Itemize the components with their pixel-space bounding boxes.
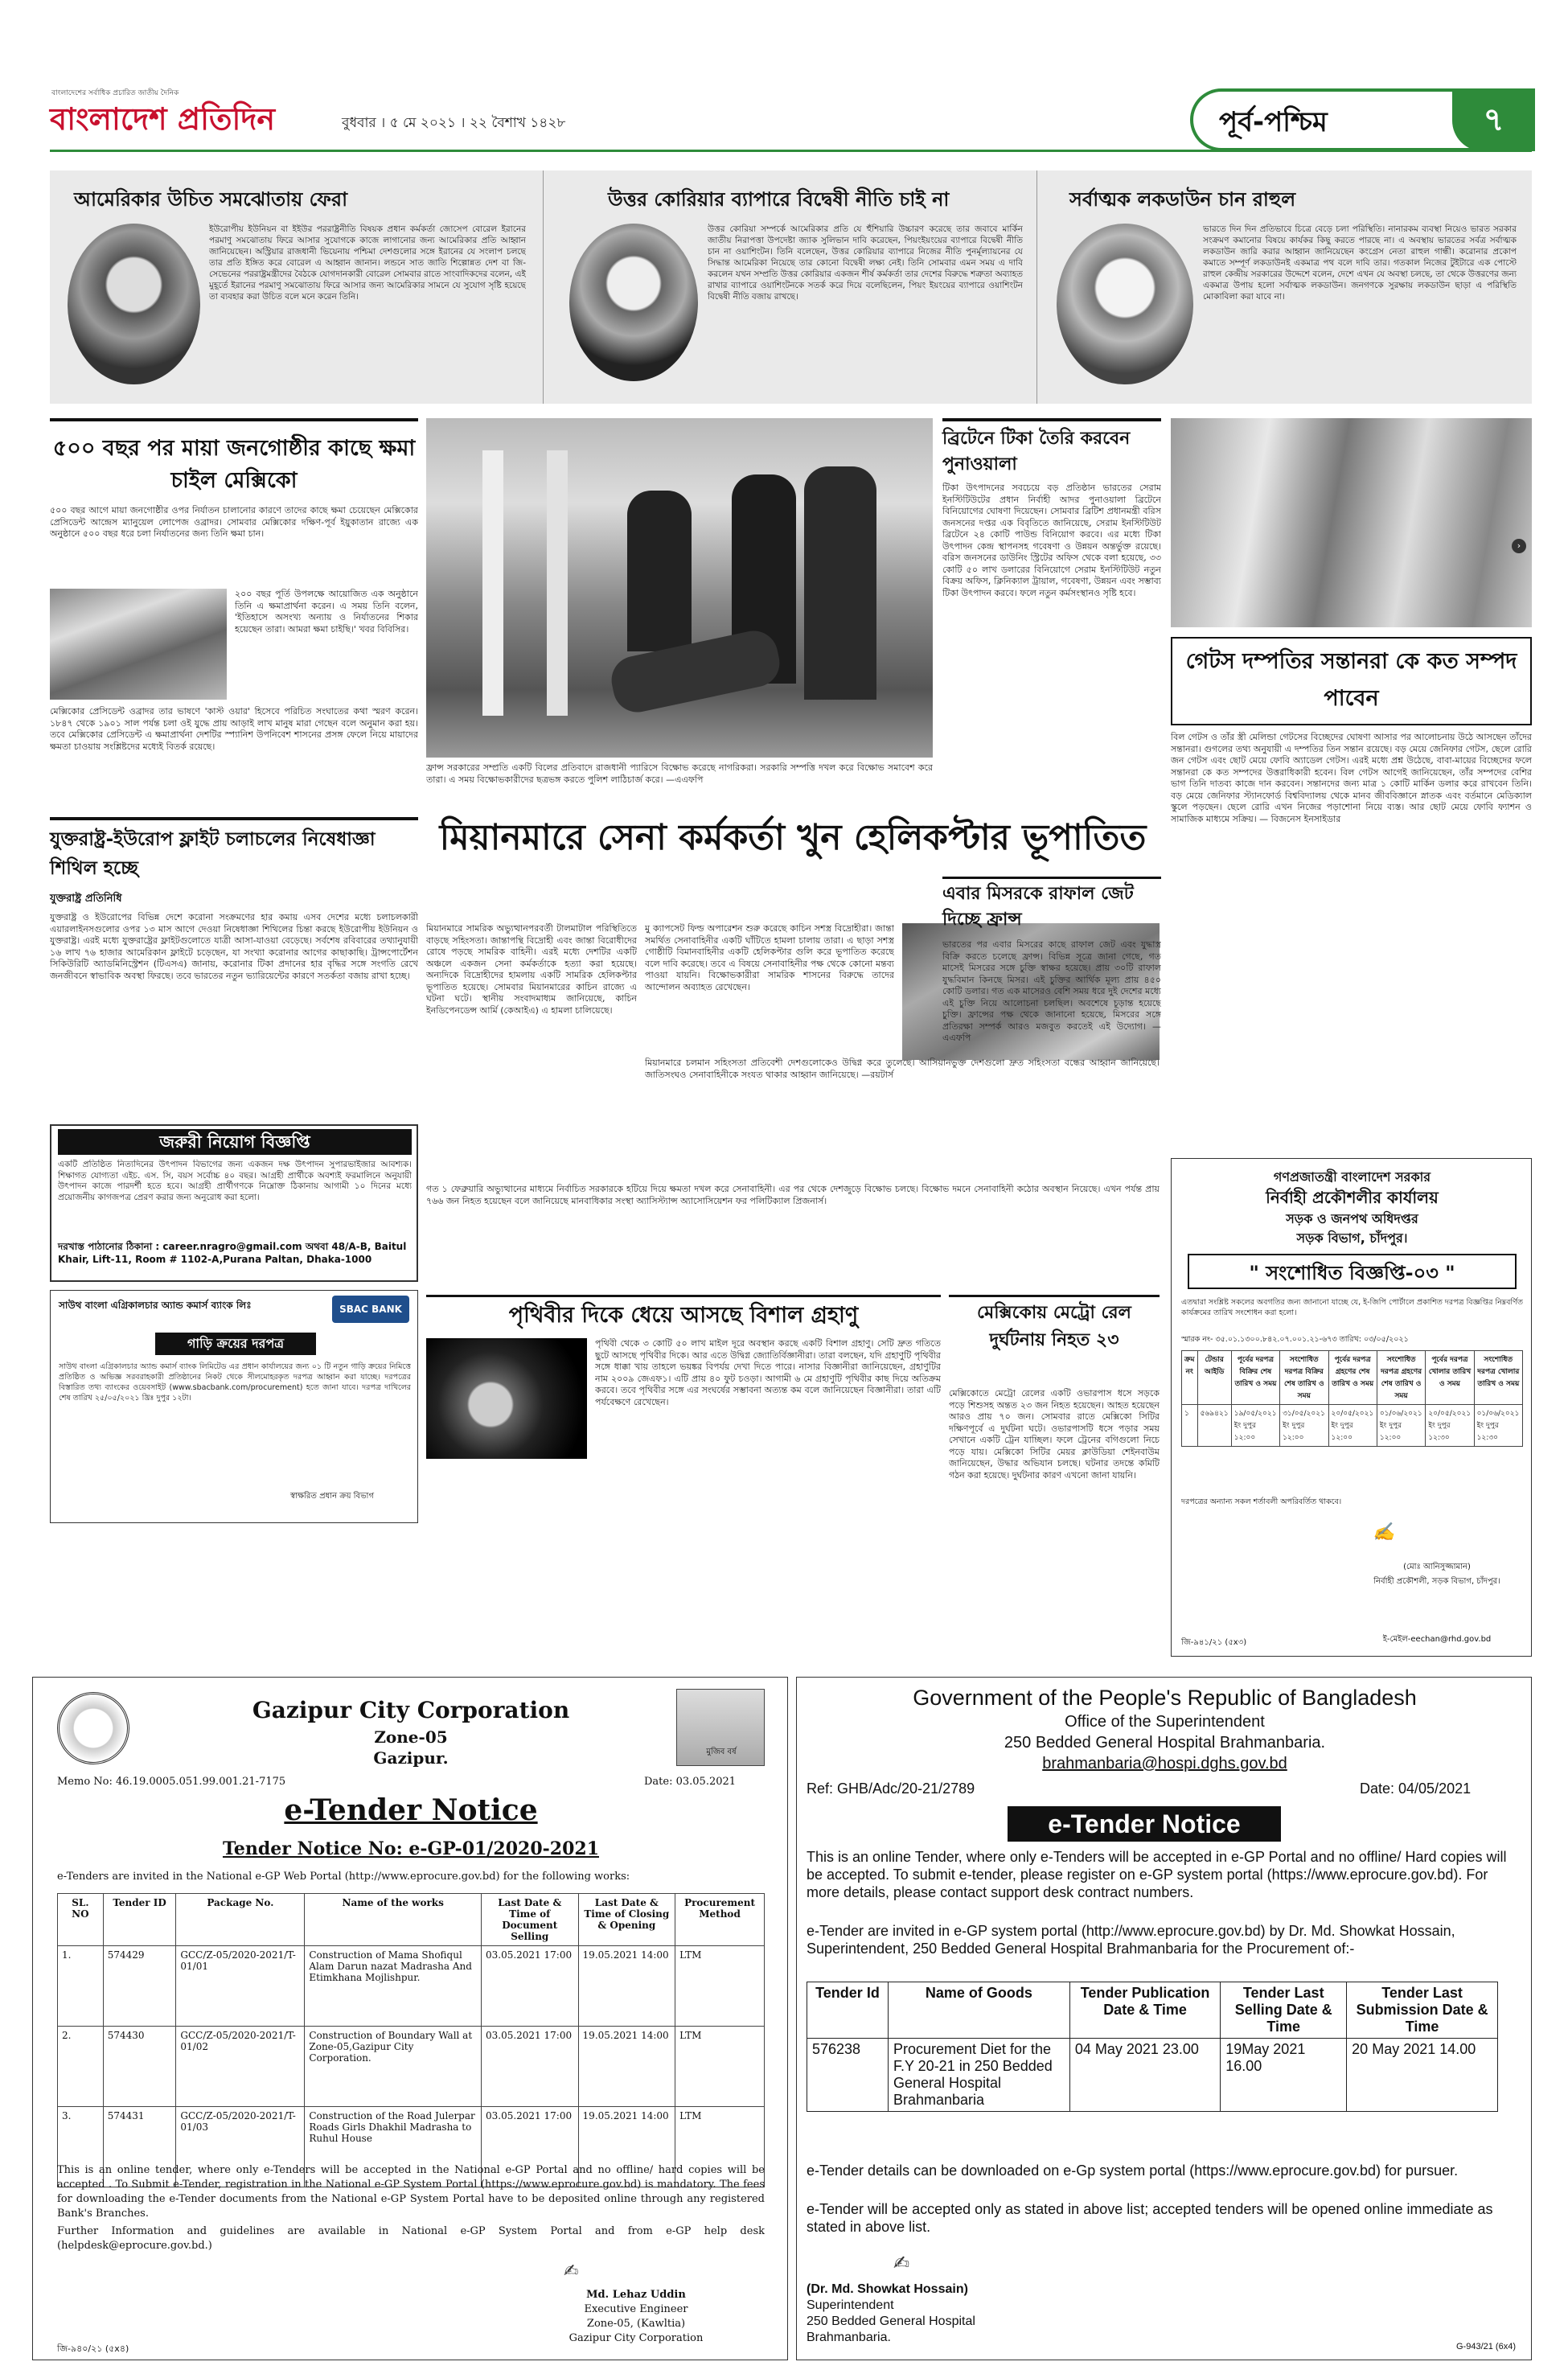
top-story-1: [50, 170, 544, 404]
col-header: টেন্ডার আইডি: [1197, 1351, 1231, 1405]
gazipur-zone: Zone-05: [374, 1727, 448, 1747]
rafale-body: ভারতের পর এবার মিসরের কাছে রাফাল জেট এবং যুদ্ধাস্ত্র বিক্রি করতে চলেছে ফ্রান্স। বিভিন্ন সূত্রে জানা গেছে, গত মাসেই মিসরের সঙ্গে চুক্তি স্বাক্ষর হয়েছে। প্রায় ৩০টি রাফাল যুদ্ধবিমান কিনছে মিসর। এই চুক্তির আর্থিক মূল্য প্রায় ৪৫০ কোটি ডলার। গত এক মাসেরও বেশি সময় ধরে দুই দেশের মধ্যে এই চুক্তি নিয়ে আলোচনা চলছিল। অবশেষে চূড়ান্ত হয়েছে চুক্তি। ফ্রান্সের পক্ষ থেকে জানানো হয়েছে, মিসরের সঙ্গে প্রতিরক্ষা সম্পর্ক আরও মজবুত করতেই এই উদ্যোগ। — এএফপি: [942, 939, 1161, 1043]
col-header: SL. NO: [58, 1894, 104, 1946]
eu-byline: যুক্তরাষ্ট্র প্রতিনিধি: [50, 893, 122, 905]
borrell-photo: [68, 224, 200, 384]
sbac-body: সাউথ বাংলা এগ্রিকালচার অ্যান্ড কমার্স ব্যাংক লিমিটেড এর প্রধান কার্যালয়ের জন্য ০১ টি নতুন গাড়ি ক্রয়ের নিমিত্তে প্রতিষ্ঠিত ও অভিজ্ঞ সরবরাহকারী প্রতিষ্ঠানের নিকট থেকে সীলমোহরকৃত দরপত্র আহ্বান করা যাচ্ছে। দরপত্রের বিস্তারিত তথ্য ব্যাংকের ওয়েবসাইট (www.sbacbank.com/procurement) হতে জানা যাবে। দরপত্র দাখিলের শেষ তারিখ ২৫/০৫/২০২১ খ্রিঃ দুপুর ১২টা।: [59, 1362, 411, 1403]
col-header: Tender Publication Date & Time: [1069, 1982, 1220, 2039]
sbac-notice-title: গাড়ি ক্রয়ের দরপত্র: [155, 1333, 316, 1355]
section-title: পূর্ব-পশ্চিম: [1219, 106, 1328, 138]
col-header: সংশোধিত দরপত্র খোলার তারিখ ও সময়: [1474, 1351, 1522, 1405]
table-cell: ৫৬৯৪২১: [1197, 1405, 1231, 1447]
chandpur-table: [1181, 1350, 1523, 1447]
table-cell: 20 May 2021 14.00: [1347, 2039, 1498, 2112]
myanmar-title: মিয়ানমারে সেনা কর্মকর্তা খুন হেলিকপ্টার ভূপাতিত: [439, 817, 1147, 858]
bb-table-header: [807, 1982, 1498, 2039]
col-header: Tender ID: [103, 1894, 176, 1946]
chandpur-sign-name: (মোঃ আনিসুজ্জামান): [1403, 1563, 1471, 1571]
sullivan-photo: [569, 224, 698, 381]
table-cell: LTM: [675, 2107, 765, 2187]
col-header: Last Date & Time of Closing & Opening: [578, 1894, 675, 1946]
col-header: পূর্বের দরপত্র গ্রহণের শেষ তারিখ ও সময়: [1328, 1351, 1377, 1405]
table-row: [58, 2027, 765, 2107]
gazipur-org: Gazipur City Corporation: [252, 1697, 570, 1723]
col-header: Tender Id: [807, 1982, 889, 2039]
gazipur-table: [57, 1893, 765, 2187]
gazipur-sign-zone: Zone-05, (Kawltia): [586, 2318, 686, 2330]
bb-gov: Government of the People's Republic of Bangladesh: [913, 1686, 1417, 1710]
table-cell: 03.05.2021 17:00: [481, 2027, 578, 2107]
chandpur-signature: ✍: [1373, 1522, 1395, 1542]
bb-sign-h1: 250 Bedded General Hospital: [807, 2314, 975, 2328]
mexico-metro-body: মেক্সিকোতে মেট্রো রেলের একটি ওভারপাস ধসে সড়কে পড়ে শিশুসহ অন্তত ২৩ জন নিহত হয়েছেন। আহত হয়েছেন আরও প্রায় ৭০ জন। সোমবার রাতে মেক্সিকো সিটির দক্ষিণপূর্বে এ দুর্ঘটনা ঘটে। ওভারপাসটি ধসে পড়ার সময় সেখানে একটি ট্রেন যাচ্ছিল। ফলে ট্রেনের বগিগুলো নিচে পড়ে যায়। মেক্সিকো সিটির মেয়র ক্লাউডিয়া শেইনবাউম জানিয়েছেন, উদ্ধার অভিযান চলছে। ঘটনার তদন্তে কমিটি গঠন করা হয়েছে। দুর্ঘটনার কারণ এখনো জানা যায়নি।: [949, 1388, 1160, 1481]
bb-sign-h2: Brahmanbaria.: [807, 2331, 891, 2344]
top-story-2-title: উত্তর কোরিয়ার ব্যাপারে বিদ্বেষী নীতি চাই না: [608, 188, 950, 211]
sbac-sign: স্বাক্ষরিত প্রধান ক্রয় বিভাগ: [289, 1492, 374, 1501]
table-cell: ২০/০৫/২০২১ ইং দুপুর ১২:০০: [1328, 1405, 1377, 1447]
gazipur-notice: [32, 1677, 788, 2360]
chandpur-ref: স্মারক নং- ৩৫.০১.১৩০০.৮৪২.০৭.০০১.২১-৬৭৩ তারিখ: ০৩/০৫/২০২১: [1181, 1335, 1409, 1344]
maya-side-text: ২০০ বছর পূর্তি উপলক্ষে আয়োজিত এক অনুষ্ঠানে তিনি এ ক্ষমাপ্রার্থনা করেন। এ সময় তিনি বলেন, 'ইতিহাসে অসংখ্য অন্যায় ও নির্যাতনের শিকার হয়েছেন তারা। আমরা ক্ষমা চাইছি।' খবর বিবিসির।: [235, 589, 418, 635]
table-cell: Construction of the Road Julerpar Roads Girls Dhakhil Madrasha to Ruhul House: [305, 2107, 482, 2187]
col-header: সংশোধিত দরপত্র গ্রহণের শেষ তারিখ ও সময়: [1377, 1351, 1425, 1405]
chandpur-dept: সড়ক ও জনপথ অধিদপ্তর: [1286, 1211, 1418, 1226]
table-cell: 576238: [807, 2039, 889, 2112]
table-cell: Construction of Mama Shofiqul Alam Darun nazat Madrasha And Etimkhana Mojlishpur.: [305, 1946, 482, 2027]
chandpur-division: সড়ক বিভাগ, চাঁদপুর।: [1296, 1230, 1408, 1246]
gazipur-para-1: This is an online tender, where only e-Tenders will be accepted in the National e-GP Portal and no offline/ hard copies will be accepted . To Submit e-Tender, registration in the National e-GP System Portal (https://www.eprocure.gov.bd) is mandatory. The fees for downloading the e-Tender documents from the National e-GP System Portal have to be deposited online through any registered Bank's Branches.: [57, 2164, 765, 2220]
bb-email: brahmanbaria@hospi.dghs.gov.bd: [1042, 1755, 1287, 1772]
gazipur-sign-org: Gazipur City Corporation: [569, 2332, 704, 2344]
sbac-logo: SBAC BANK: [332, 1296, 409, 1323]
maya-title: ৫০০ বছর পর মায়া জনগোষ্ঠীর কাছে ক্ষমা চাইল মেক্সিকো: [52, 436, 416, 493]
table-cell: ০১/০৬/২০২১ ইং দুপুর ১২:৩০: [1474, 1405, 1522, 1447]
table-cell: LTM: [675, 2027, 765, 2107]
top-story-1-body: ইউরোপীয় ইউনিয়ন বা ইইউর পররাষ্ট্রনীতি বিষয়ক প্রধান কর্মকর্তা জোসেপ বোরেল ইরানের পরমাণু সমঝোতায় ফিরে আসার সুযোগকে কাজে লাগানোর জন্য আমেরিকার প্রতি আহ্বান জানিয়েছেন। অস্ট্রিয়ার রাজধানী ভিয়েনায় পশ্চিমা দেশগুলোর সঙ্গে ইরানের যে সংলাপ চলছে তার প্রতি ইঙ্গিত করে বোরেল এ আহ্বান জানান। লন্ডনে সাত জাতি শিল্পোন্নত দেশ বা জি-সেভেনের পররাষ্ট্রমন্ত্রীদের বৈঠকে যোগদানকারী বোরেল সোমবার রাতে সাংবাদিকদের বলেন, এই মুহূর্তে ইরানের পরমাণু সমঝোতায় ফিরে আসার জন্য আমেরিকার সামনে যে সুযোগ সৃষ্টি হয়েছে তা ব্যবহার করা উচিত বলে মনে করেন তিনি।: [209, 224, 526, 302]
top-story-1-title: আমেরিকার উচিত সমঝোতায় ফেরা: [74, 188, 348, 211]
asteroid-story: [426, 1295, 941, 1528]
col-header: Name of Goods: [888, 1982, 1069, 2039]
bb-para-1: This is an online Tender, where only e-Tenders will be accepted in e-GP Portal and no offline/ Hard copies will be accepted. To submit e-tender, please register on e-GP system portal (https://www.eprocure.gov.bd). For more details, please contact support desk contract numbers.: [807, 1849, 1507, 1900]
mexico-metro-story: [949, 1295, 1160, 1689]
table-cell: GCC/Z-05/2020-2021/T-01/01: [176, 1946, 305, 2027]
col-header: Procurement Method: [675, 1894, 765, 1946]
top-story-3: [1037, 170, 1532, 404]
table-cell: ৩১/০৫/২০২১ ইং দুপুর ১২:০০: [1280, 1405, 1328, 1447]
table-cell: 19.05.2021 14:00: [578, 2107, 675, 2187]
table-cell: 03.05.2021 17:00: [481, 1946, 578, 2027]
col-header: ক্রম নং: [1182, 1351, 1198, 1405]
gazipur-sign-title: Executive Engineer: [584, 2303, 688, 2315]
gates-story: [1171, 418, 1532, 1150]
brahmanbaria-notice: [796, 1677, 1532, 2360]
col-header: সংশোধিত দরপত্র বিক্রির শেষ তারিখ ও সময়: [1280, 1351, 1328, 1405]
table-cell: 574429: [103, 1946, 176, 2027]
bb-title: e-Tender Notice: [1008, 1806, 1281, 1842]
gates-family-photo: [1171, 418, 1532, 627]
top-story-3-body: ভারতে দিন দিন প্রতিভাবে চিত্রে বেড়ে চলা পরিস্থিতি। নানারকম ব্যবস্থা নিয়েও ভারত সরকার সংক্রমণ কমানোর বিষয়ে কার্যকর কিছু করতে পারছে না। এ অবস্থায় ভারতের সর্বত্র সর্বাত্মক লকডাউন জারি করার আহ্বান জানিয়েছেন কংগ্রেস নেতা রাহুল গান্ধী। করোনার প্রকোপ কমাতে সম্পূর্ণ লকডাউনই একমাত্র পথ বলে দাবি তার। গতকাল নিজের টুইটারে এক পোস্টে রাহুল কেন্দ্রীয় সরকারের উদ্দেশে বলেন, দেশে এখন যে অবস্থা চলছে, তা থেকে উত্তরণের জন্য একমাত্র উপায় হলো সর্বাত্মক লকডাউন। জনগণকে সুরক্ষায় লকডাউন ছাড়া এ পরিস্থিতি মোকাবিলা করা যাবে না।: [1203, 224, 1517, 302]
top-strip: [50, 170, 1532, 404]
maya-body: মেক্সিকোর প্রেসিডেন্ট ওব্রাদর তার ভাষণে 'কাস্ট ওয়ার' হিসেবে পরিচিত সংঘাতের কথা স্মরণ করেন। ১৮৪৭ থেকে ১৯০১ সাল পর্যন্ত চলা ওই যুদ্ধে প্রায় আড়াই লাখ মানুষ মারা গেছেন বলে অনুমান করা হয়। তবে মেক্সিকোর প্রেসিডেন্ট এ ক্ষমাপ্রার্থনা দেশটির স্প্যানিশ উপনিবেশ শাসনের প্রসঙ্গ ফেলে নিয়ে মায়াদের ক্ষমতা চাওয়ায় সংশ্লিষ্টদের মধ্যেই বিতর্ক রয়েছে।: [50, 706, 418, 752]
table-cell: 2.: [58, 2027, 104, 2107]
gazipur-date: Date: 03.05.2021: [644, 1776, 737, 1788]
table-cell: ০১/০৬/২০২১ ইং দুপুর ১২:০০: [1377, 1405, 1425, 1447]
table-cell: 19May 2021 16.00: [1221, 2039, 1347, 2112]
chandpur-gov: গণপ্রজাতন্ত্রী বাংলাদেশ সরকার: [1273, 1169, 1431, 1185]
top-story-2-body: উত্তর কোরিয়া সম্পর্কে আমেরিকার প্রতি যে হুঁশিয়ারি উচ্চারণ করেছে তার জবাবে মার্কিন জাতীয় নিরাপত্তা উপদেষ্টা জ্যাক সুলিভান দাবি করেছেন, পিয়ংইয়ংয়ের ব্যাপারে বিদ্বেষী নীতি চান না ওয়াশিংটন। তিনি বলেছেন, উত্তর কোরিয়ার ব্যাপারে নিজের নীতি পুনর্মূল্যায়নের যে সিদ্ধান্ত আমেরিকা নিয়েছে তার কোনো বিদ্বেষী লক্ষ্য নেই। তিনি সোমবার এমন সময় এ দাবি করলেন যখন সম্প্রতি উত্তর কোরিয়ার একজন শীর্ষ কর্মকর্তা তার দেশের বিরুদ্ধে শত্রুতা অব্যাহত রাখার ব্যাপারে ওয়াশিংটনকে সতর্ক করে দিয়ে বলেছিলেন, পিয়ং ইয়ংয়ের ব্যাপারে ওয়াশিংটন বিদ্বেষী নীতি বজায় রাখছে।: [708, 224, 1023, 302]
col-header: পূর্বের দরপত্র খোলার তারিখ ও সময়: [1426, 1351, 1474, 1405]
chandpur-intro: এতদ্বারা সংশ্লিষ্ট সকলের অবগতির জন্য জানানো যাচ্ছে যে, ই-জিপি পোর্টালে প্রকাশিত দরপত্র বিজ্ঞপ্তির নিম্নবর্ণিত কার্যক্রমের তারিখ সংশোধন করা হলো।: [1181, 1298, 1523, 1317]
gazipur-city: Gazipur.: [373, 1748, 449, 1768]
bb-para-2: e-Tender are invited in e-GP system portal (http://www.eprocure.gov.bd) by Dr. Md. Showkat Hossain, Superintendent, 250 Bedded General Hospital Brahmanbaria for the Procurement of:-: [807, 1923, 1455, 1957]
asteroid-body: পৃথিবী থেকে ৩ কোটি ৫০ লাখ মাইল দূরে অবস্থান করছে একটি বিশাল গ্রহাণু। সেটি দ্রুত গতিতে ছুটে আসছে পৃথিবীর দিকে। আর এতে উদ্বিগ্ন জ্যোতির্বিজ্ঞানীরা। তারা বলছেন, যদি গ্রহাণুটি পৃথিবীর সঙ্গে ধাক্কা খায় তাহলে ভয়ঙ্কর বিপর্যয় দেখা দিতে পারে। নাসার বিজ্ঞানীরা জানিয়েছেন, গ্রহাণুটির নাম ২০০৯ জেএফ১। এটি প্রায় ৪০ ফুট চওড়া। আগামী ৬ মে গ্রহাণুটি পৃথিবীর কাছ দিয়ে অতিক্রম করবে। তবে পৃথিবীর সঙ্গে এর সংঘর্ষের সম্ভাবনা অত্যন্ত কম বলে জানিয়েছেন বিজ্ঞানীরা। তারা এটি পর্যবেক্ষণে রেখেছেন।: [595, 1338, 941, 1407]
table-cell: 3.: [58, 2107, 104, 2187]
gazipur-intro: e-Tenders are invited in the National e-GP Web Portal (http://www.eprocure.gov.bd) for the following works:: [57, 1871, 630, 1883]
masthead-rule: [50, 150, 1532, 152]
maya-story: [50, 418, 418, 804]
chandpur-notice-title: " সংশোধিত বিজ্ঞপ্তি-০৩ ": [1188, 1254, 1517, 1289]
table-cell: 1.: [58, 1946, 104, 2027]
col-header: Name of the works: [305, 1894, 482, 1946]
table-row: [58, 1946, 765, 2027]
bb-ref: Ref: GHB/Adc/20-21/2789: [807, 1780, 975, 1797]
job-ad-contact: দরখাস্ত পাঠানোর ঠিকানা : career.nragro@gmail.com অথবা 48/A-B, Baitul Khair, Lift-11, Room # 1102-A,Purana Paltan, Dhaka-1000: [58, 1241, 407, 1265]
carousel-next-icon[interactable]: ›: [1512, 539, 1526, 553]
gazipur-memo: Memo No: 46.19.0005.051.99.001.21-7175: [57, 1776, 286, 1788]
rahul-photo: [1057, 224, 1193, 384]
myanmar-body-3: মু ক্যাপসেট ফিল্ড অপারেশন শুরু করেছে কাচিন সশস্ত্র বিদ্রোহীরা। জান্তা সমর্থিত সেনাবাহিনীর একটি ঘাঁটিতে হামলা চালায় তারা। এ ছাড়া সশস্ত্র গোষ্ঠীটি বিমানবাহিনীর একটি হেলিকপ্টার গুলি করে ভূপাতিত করেছে বলে দাবি করেছে। তবে এ বিষয়ে সেনাবাহিনীর পক্ষ থেকে কোনো মন্তব্য পাওয়া যায়নি। বিক্ষোভকারীরা সামরিক শাসনের বিরুদ্ধে তাদের আন্দোলন অব্যাহত রেখেছেন।: [645, 923, 894, 992]
protest-photo: [426, 418, 933, 758]
pune-story: [942, 418, 1161, 869]
gates-title: গেটস দম্পতির সন্তানরা কে কত সম্পদ পাবেন: [1185, 649, 1517, 711]
table-row: [1182, 1405, 1523, 1447]
myanmar-body-1: মিয়ানমারে সামরিক অভ্যুত্থানপরবর্তী টালমাটাল পরিস্থিতিতে বাড়ছে সহিংসতা। জান্তাপন্থি বিদ্রোহী এবং জান্তা বিরোধীদের রোষে পড়ছে সামরিক বাহিনী। এরই মধ্যে দেশটির একটি অঞ্চলে একজন সেনা কর্মকর্তাকে হত্যা করা হয়েছে। অন্যদিকে বিদ্রোহীদের হামলায় একটি সামরিক হেলিকপ্টার ভূপাতিত হয়েছে। সোমবার মিয়ানমারের কাচিন রাজ্যে এ ঘটনা ঘটে। স্থানীয় সংবাদমাধ্যম জানিয়েছে, কাচিন ইনডিপেনডেন্স আর্মি (কেআইএ) এ হামলা চালিয়েছে।: [426, 923, 637, 1016]
table-cell: 04 May 2021 23.00: [1069, 2039, 1220, 2112]
eu-body: যুক্তরাষ্ট্র ও ইউরোপের বিভিন্ন দেশে করোনা সংক্রমণের হার কমায় এসব দেশের মধ্যে চলাচলকারী এয়ারলাইনসগুলোর ওপর ১৩ মাস আগে দেওয়া নিষেধাজ্ঞা শিথিলের চিন্তা করছে ইউরোপীয় ইউনিয়ন ও যুক্তরাষ্ট্র। এরই মধ্যে যুক্তরাষ্ট্রের ফ্লাইটগুলোতে যাত্রী আসা-যাওয়া বেড়েছে। সর্বশেষ রবিবারের তথ্যানুযায়ী ১৬ লাখ ৭৬ হাজার আমেরিকান ফ্লাইটে চড়েছেন, যা সংখ্যা করোনার আগের কাছাকাছি। ট্রান্সপোর্টেশন সিকিউরিটি অ্যাডমিনিস্ট্রেশন (টিএসএ) জানায়, করোনার টিকা প্রদানের হার বৃদ্ধির সঙ্গে সংগতি রেখে জনজীবনে স্বাভাবিক অবস্থা ফিরছে। তবে ভারতের নতুন ভ্যারিয়েন্টের কারণে সতর্কতা বজায় রাখা হচ্ছে।: [50, 912, 418, 981]
sbac-ad: [50, 1290, 418, 1523]
bb-sign-title: Superintendent: [807, 2298, 894, 2312]
bb-table: [807, 1982, 1498, 2112]
chandpur-email: ই-মেইল-eechan@rhd.gov.bd: [1382, 1635, 1492, 1644]
eu-title: যুক্তরাষ্ট্র-ইউরোপ ফ্লাইট চলাচলের নিষেধাজ্ঞা শিথিল হচ্ছে: [50, 829, 376, 879]
gazipur-table-header: [58, 1894, 765, 1946]
job-ad-body: একটি প্রতিষ্ঠিত নিত্যদিনের উৎপাদন বিভাগের জন্য একজন দক্ষ উৎপাদন সুপারভাইজার আবশ্যক। শিক্ষাগত যোগ্যতা এইচ. এস. সি, বয়স সর্বোচ্চ ৪০ বছর। আগ্রহী প্রার্থীকে অবশ্যই ফরমালিনে অনুযায়ী উৎপাদন কাজে পারদর্শী হতে হবে। আগ্রহী প্রার্থীগণকে নিম্নোক্ত ঠিকানায় আগামী ১০ দিনের মধ্যে প্রয়োজনীয় কাগজপত্র প্রেরণ করার জন্য অনুরোধ করা হলো।: [58, 1160, 412, 1202]
chandpur-office: নির্বাহী প্রকৌশলীর কার্যালয়: [1266, 1188, 1439, 1207]
table-cell: 19.05.2021 14:00: [578, 1946, 675, 2027]
table-cell: 19.05.2021 14:00: [578, 2027, 675, 2107]
asteroid-title: পৃথিবীর দিকে ধেয়ে আসছে বিশাল গ্রহাণু: [508, 1303, 859, 1328]
table-cell: 574431: [103, 2107, 176, 2187]
sbac-bank-name: সাউথ বাংলা এগ্রিকালচার অ্যান্ড কমার্স ব্যাংক লিঃ: [59, 1300, 252, 1311]
page-number: ৭: [1452, 88, 1535, 151]
table-cell: LTM: [675, 1946, 765, 2027]
bb-para-4: e-Tender will be accepted only as stated in above list; accepted tenders will be opened online immediate as stated in above list.: [807, 2201, 1493, 2235]
gazipur-sign-name: Md. Lehaz Uddin: [586, 2289, 686, 2301]
table-cell: GCC/Z-05/2020-2021/T-01/03: [176, 2107, 305, 2187]
gates-title-box: [1171, 637, 1532, 725]
table-cell: 574430: [103, 2027, 176, 2107]
chandpur-notice: [1171, 1158, 1532, 1657]
bb-sign-name: (Dr. Md. Showkat Hossain): [807, 2282, 968, 2296]
table-cell: ১৯/০৫/২০২১ ইং দুপুর ১২:০০: [1231, 1405, 1279, 1447]
gazipur-code: জি-৯৪০/২১ (৫x৪): [57, 2343, 129, 2354]
table-cell: GCC/Z-05/2020-2021/T-01/02: [176, 2027, 305, 2107]
section-tab: [1190, 88, 1532, 151]
chandpur-footnote: দরপত্রের অন্যান্য সকল শর্তাবলী অপরিবর্তিত থাকবে।: [1181, 1497, 1342, 1506]
job-ad-title: জরুরী নিয়োগ বিজ্ঞপ্তি: [58, 1129, 412, 1155]
pune-title: ব্রিটেনে টিকা তৈরি করবেন পুনাওয়ালা: [942, 429, 1131, 474]
mexico-metro-title: মেক্সিকোয় মেট্রো রেল দুর্ঘটনায় নিহত ২৩: [977, 1303, 1131, 1350]
eu-story: [50, 817, 418, 1118]
table-cell: Construction of Boundary Wall at Zone-05,Gazipur City Corporation.: [305, 2027, 482, 2107]
chandpur-table-header: [1182, 1351, 1523, 1405]
top-story-3-title: সর্বাত্মক লকডাউন চান রাহুল: [1069, 188, 1296, 211]
bb-date: Date: 04/05/2021: [1360, 1780, 1472, 1797]
gazipur-tender-no: Tender Notice No: e-GP-01/2020-2021: [222, 1838, 599, 1859]
gazipur-para-2: Further Information and guidelines are available in National e-GP System Portal and from e-GP help desk (helpdesk@eprocure.gov.bd.): [57, 2225, 765, 2252]
table-row: [807, 2039, 1498, 2112]
masthead-tagline: বাংলাদেশের সর্বাধিক প্রচারিত জাতীয় দৈনিক: [51, 89, 179, 97]
bb-hospital: 250 Bedded General Hospital Brahmanbaria.: [1004, 1734, 1326, 1752]
pune-body: টিকা উৎপাদনের সবচেয়ে বড় প্রতিষ্ঠান ভারতের সেরাম ইনস্টিটিউটের প্রধান নির্বাহী আদর পুনাওয়ালা ব্রিটেনে বিনিয়োগের ঘোষণা দিয়েছেন। সোমবার ব্রিটিশ প্রধানমন্ত্রী বরিস জনসনের দপ্তর এক বিবৃতিতে জানিয়েছে, সেরাম ইনস্টিটিউট ব্রিটেনে ২৪ কোটি পাউন্ড বিনিয়োগ করবে। এর মধ্যে টিকা উৎপাদন কেন্দ্র স্থাপনসহ গবেষণা ও উন্নয়ন অন্তর্ভুক্ত রয়েছে। বরিস জনসনের ডাউনিং স্ট্রিটের অফিস থেকে বলা হয়েছে, ৩৩ কোটি ৫০ লাখ ডলারের বিনিয়োগে সেরাম ইনস্টিটিউট নতুন বিক্রয় অফিস, ক্লিনিক্যাল ট্রায়াল, গবেষণা, উন্নয়ন এবং সম্ভাব্য টিকা উৎপাদন করবে। ফলে নতুন কর্মসংস্থানও সৃষ্টি হবে।: [942, 483, 1161, 598]
bb-para-3: e-Tender details can be downloaded on e-Gp system portal (https://www.eprocure.gov.bd) for pursuer.: [807, 2162, 1459, 2179]
maya-intro: ৫০০ বছর আগে মায়া জনগোষ্ঠীর ওপর নির্যাতন চালানোর কারণে তাদের কাছে ক্ষমা চেয়েছেন মেক্সিকোর প্রেসিডেন্ট আন্দ্রেস ম্যানুয়েল লোপেজ ওব্রাদর। সোমবার মেক্সিকোর দক্ষিণ-পূর্ব ইয়ুকাতান রাজ্যে এক অনুষ্ঠানে ৫০০ বছর ধরে চলা নির্যাতনের জন্য তিনি ক্ষমা চান।: [50, 505, 418, 539]
gazipur-title: e-Tender Notice: [284, 1793, 538, 1827]
mujib-badge-label: মুজিব বর্ষ: [706, 1748, 737, 1756]
protest-caption: ফ্রান্স সরকারের সম্প্রতি একটি বিলের প্রতিবাদে রাজধানী প্যারিসে বিক্ষোভ করেছে নাগরিকরা। সরকারি সম্পত্তি দখল করে বিক্ষোভ সমাবেশ করে তারা। এ সময় বিক্ষোভকারীদের ছত্রভঙ্গ করতে পুলিশ লাঠিচার্জ করে। —এএফপি: [426, 762, 933, 785]
bb-code: G-943/21 (6x4): [1456, 2342, 1516, 2351]
newspaper-logo: বাংলাদেশ প্রতিদিন: [50, 101, 276, 137]
col-header: Package No.: [176, 1894, 305, 1946]
bb-office: Office of the Superintendent: [1065, 1713, 1265, 1731]
issue-date: বুধবার । ৫ মে ২০২১ । ২২ বৈশাখ ১৪২৮: [342, 115, 566, 131]
mujib-badge: [676, 1689, 765, 1766]
bb-signature: ✍: [893, 2252, 910, 2274]
col-header: Tender Last Selling Date & Time: [1221, 1982, 1347, 2039]
table-cell: 03.05.2021 17:00: [481, 2107, 578, 2187]
masthead: [0, 0, 1568, 173]
rafale-title: এবার মিসরকে রাফাল জেট দিচ্ছে ফ্রান্স: [942, 884, 1134, 930]
rafale-story: [942, 877, 1161, 1287]
col-header: Tender Last Submission Date & Time: [1347, 1982, 1498, 2039]
gazipur-signature: ✍: [564, 2261, 579, 2282]
table-cell: ১: [1182, 1405, 1198, 1447]
myanmar-body-2: গত ১ ফেব্রুয়ারি অভ্যুত্থানের মাধ্যমে নির্বাচিত সরকারকে হটিয়ে দিয়ে ক্ষমতা দখল করে সেনাবাহিনী। এর পর থেকে দেশজুড়ে বিক্ষোভ চলছে। বিক্ষোভ দমনে সেনাবাহিনী কঠোর অবস্থান নিয়েছে। এখন পর্যন্ত প্রায় ৭৬৬ জন নিহত হয়েছেন বলে জানিয়েছে মানবাধিকার সংস্থা অ্যাসিস্ট্যান্স অ্যাসোসিয়েশন ফর পলিটিক্যাল প্রিজনার্স।: [426, 1184, 1160, 1206]
chandpur-code: জি-৯৪১/২১ (৫x৩): [1181, 1638, 1247, 1647]
table-cell: Procurement Diet for the F.Y 20-21 in 250 Bedded General Hospital Brahmanbaria: [888, 2039, 1069, 2112]
col-header: পূর্বের দরপত্র বিক্রির শেষ তারিখ ও সময়: [1231, 1351, 1279, 1405]
asteroid-photo: [426, 1338, 587, 1459]
table-cell: ২০/০৫/২০২১ ইং দুপুর ১২:৩০: [1426, 1405, 1474, 1447]
job-ad: [50, 1124, 418, 1282]
myanmar-body-4: মিয়ানমারে চলমান সহিংসতা প্রতিবেশী দেশগুলোকেও উদ্বিগ্ন করে তুলেছে। আসিয়ানভুক্ত দেশগুলো দ্রুত সহিংসতা বন্ধের আহ্বান জানিয়েছে। জাতিসংঘও সেনাবাহিনীকে সংযত থাকার আহ্বান জানিয়েছে। —রয়টার্স: [645, 1058, 1160, 1080]
chandpur-sign-title: নির্বাহী প্রকৌশলী, সড়ক বিভাগ, চাঁদপুর।: [1373, 1577, 1500, 1586]
top-story-2: [544, 170, 1037, 404]
gates-body: বিল গেটস ও তাঁর স্ত্রী মেলিন্ডা গেটসের বিচ্ছেদের ঘোষণা আসার পর আলোচনায় উঠে আসছেন তাঁদের সন্তানরা। গুগলের তথ্য অনুযায়ী এ দম্পতির তিন সন্তান রয়েছে। বড় মেয়ে জেনিফার গেটস, ছেলে রোরি জন গেটস এবং ছোট মেয়ে ফোবি অ্যাডেল গেটস। এরই মধ্যে প্রশ্ন উঠেছে, বাবা-মায়ের বিচ্ছেদের ফলে সন্তানরা কে কত সম্পদের উত্তরাধিকারী হবেন। বিল গেটস আগেই জানিয়েছেন, তাঁর সম্পদের বেশির ভাগ তিনি দাতব্য কাজে দান করবেন। সন্তানদের জন্য মাত্র ১ কোটি মার্কিন ডলার করে রাখবেন তিনি। বড় মেয়ে জেনিফার স্ট্যানফোর্ড বিশ্ববিদ্যালয় থেকে মানব জীববিজ্ঞানে স্নাতক এবং বর্তমানে মেডিক্যাল স্কুলে পড়ছেন। ছেলে রোরি এখন নিজের পড়াশোনা নিয়ে ব্যস্ত। আর ছোট মেয়ে ফোবি ফ্যাশন ও সামাজিক মাধ্যমে সক্রিয়। — বিজনেস ইনসাইডার: [1171, 732, 1532, 824]
col-header: Last Date & Time of Document Selling: [481, 1894, 578, 1946]
maya-photo: [50, 589, 227, 700]
